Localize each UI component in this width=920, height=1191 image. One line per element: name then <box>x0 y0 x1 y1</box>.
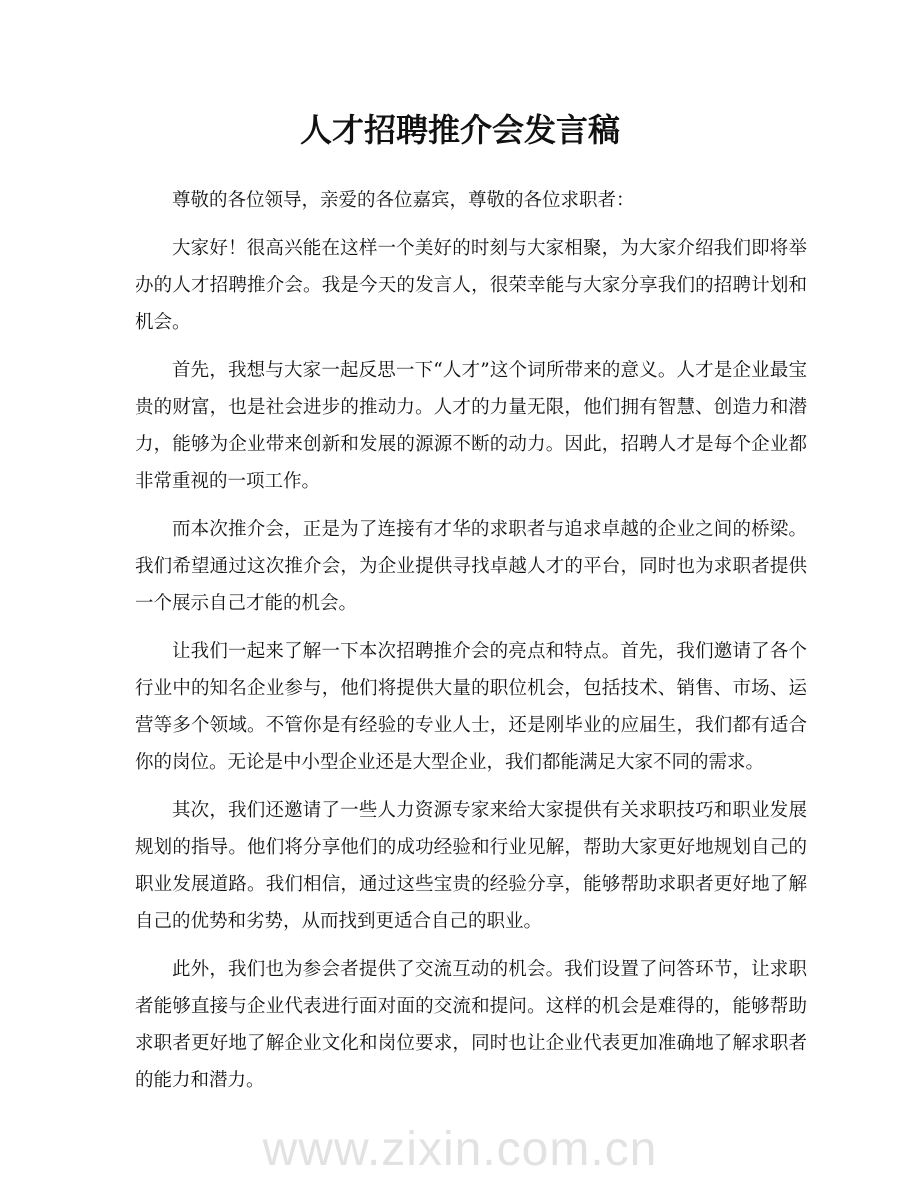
paragraph-line: 营等多个领域。不管你是有经验的专业人士，还是刚毕业的应届生，我们都有适合 <box>135 715 807 736</box>
paragraph <box>135 352 807 500</box>
paragraph-line: 首先，我想与大家一起反思一下“人才”这个词所带来的意义。人才是企业最宝 <box>172 360 807 381</box>
paragraph <box>135 182 807 219</box>
paragraph-line: 贵的财富，也是社会进步的推动力。人才的力量无限，他们拥有智慧、创造力和潜 <box>135 397 807 418</box>
paragraph-line: 我们希望通过这次推介会，为企业提供寻找卓越人才的平台，同时也为求职者提供 <box>135 556 807 577</box>
paragraph-line: 大家好！很高兴能在这样一个美好的时刻与大家相聚，为大家介绍我们即将举 <box>172 238 807 259</box>
paragraph-line: 的能力和潜力。 <box>135 1070 265 1091</box>
paragraph-line: 者能够直接与企业代表进行面对面的交流和提问。这样的机会是难得的，能够帮助 <box>135 996 807 1017</box>
paragraph-line: 职业发展道路。我们相信，通过这些宝贵的经验分享，能够帮助求职者更好地了解 <box>135 874 807 895</box>
paragraph-line: 让我们一起来了解一下本次招聘推介会的亮点和特点。首先，我们邀请了各个 <box>172 641 807 662</box>
paragraph-line: 而本次推介会，正是为了连接有才华的求职者与追求卓越的企业之间的桥梁。 <box>172 519 807 540</box>
paragraph <box>135 633 807 781</box>
paragraph <box>135 792 807 940</box>
paragraph-line: 机会。 <box>135 312 191 333</box>
paragraph-line: 尊敬的各位领导，亲爱的各位嘉宾，尊敬的各位求职者： <box>172 190 635 211</box>
paragraph-line: 求职者更好地了解企业文化和岗位要求，同时也让企业代表更加准确地了解求职者 <box>135 1033 807 1054</box>
paragraph-line: 此外，我们也为参会者提供了交流互动的机会。我们设置了问答环节，让求职 <box>172 959 807 980</box>
paragraph <box>135 951 807 1099</box>
document-body <box>135 182 807 1110</box>
watermark: www.zixin.com.cn <box>262 1123 658 1176</box>
paragraph-line: 办的人才招聘推介会。我是今天的发言人，很荣幸能与大家分享我们的招聘计划和 <box>135 275 807 296</box>
paragraph-line: 自己的优势和劣势，从而找到更适合自己的职业。 <box>135 911 543 932</box>
paragraph-line: 力，能够为企业带来创新和发展的源源不断的动力。因此，招聘人才是每个企业都 <box>135 434 807 455</box>
paragraph-line: 你的岗位。无论是中小型企业还是大型企业，我们都能满足大家不同的需求。 <box>135 752 765 773</box>
paragraph-line: 一个展示自己才能的机会。 <box>135 593 358 614</box>
document-title: 人才招聘推介会发言稿 <box>299 111 620 149</box>
paragraph-line: 行业中的知名企业参与，他们将提供大量的职位机会，包括技术、销售、市场、运 <box>135 678 807 699</box>
paragraph-line: 规划的指导。他们将分享他们的成功经验和行业见解，帮助大家更好地规划自己的 <box>135 837 807 858</box>
paragraph <box>135 511 807 622</box>
paragraph-line: 非常重视的一项工作。 <box>135 471 321 492</box>
paragraph <box>135 230 807 341</box>
paragraph-line: 其次，我们还邀请了一些人力资源专家来给大家提供有关求职技巧和职业发展 <box>172 800 807 821</box>
